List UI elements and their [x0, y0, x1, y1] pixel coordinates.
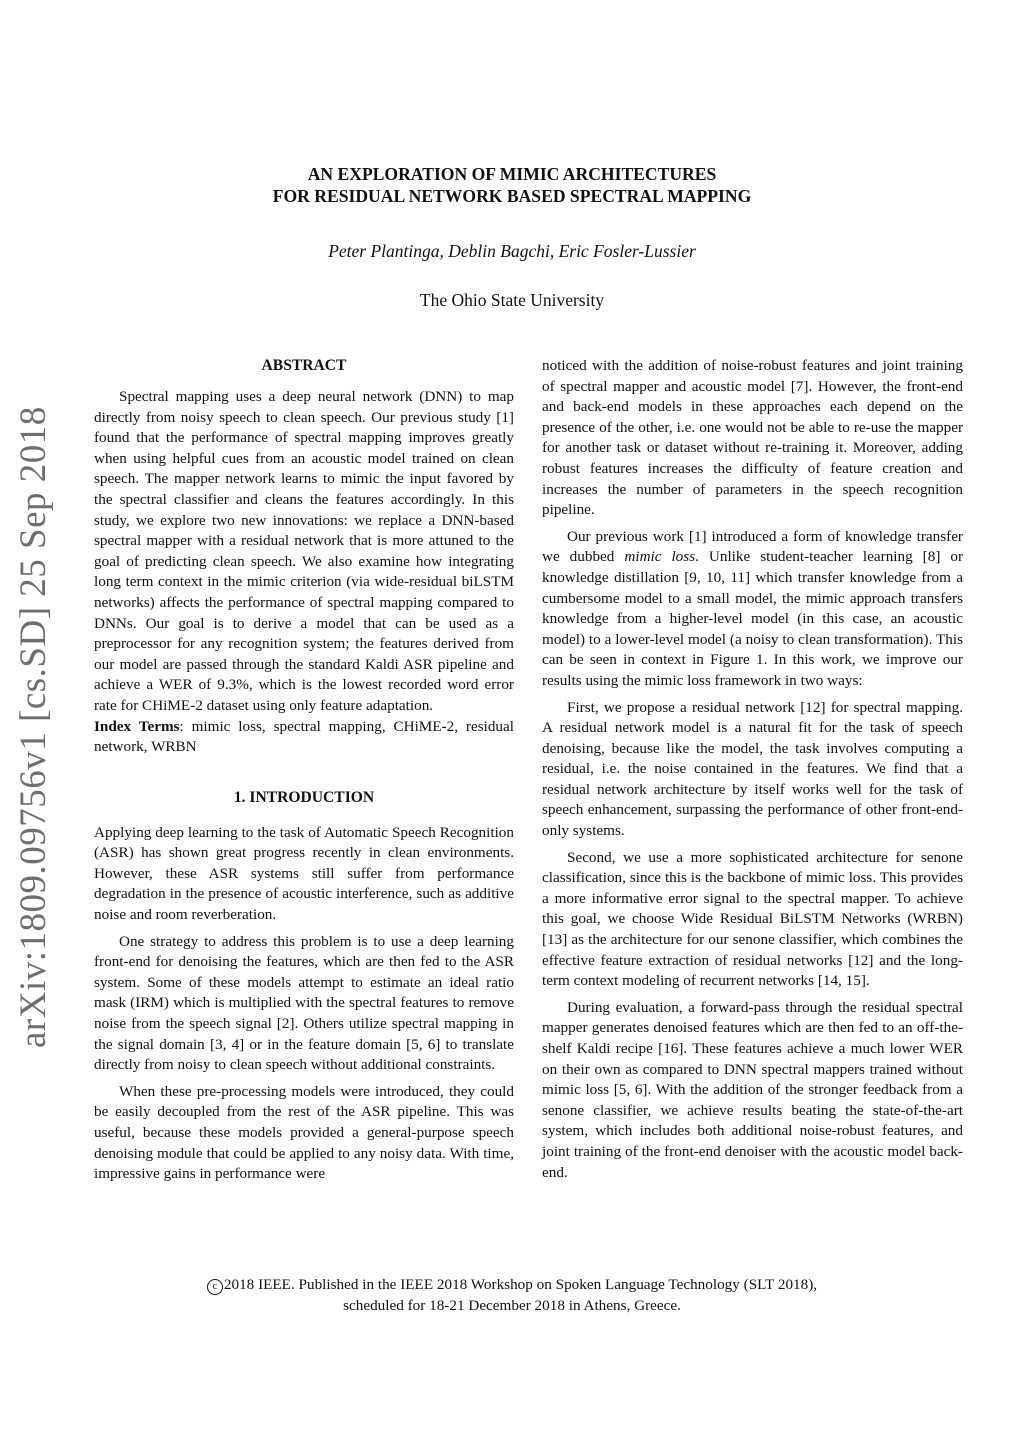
- mimic-text-before: Our previous work [1] introduced a form of knowledge transfer we dubbed: [542, 527, 963, 566]
- footer-line-1-text: 2018 IEEE. Published in the IEEE 2018 Workshop on Spoken Language Technology (SLT 2018),: [223, 1276, 818, 1293]
- intro-paragraph-continued: noticed with the addition of noise-robust features and joint training of spectral mapper and acoustic model [7]. However, the front-end and back-end models in these approaches each depend on the presence of the other, i.e. one would not be able to re-use the mapper for another task or dataset without re-training it. Moreover, adding robust features increases the difficulty of feature creation and increases the number of parameters in the speech recognition pipeline.: [542, 357, 963, 519]
- author-list: Peter Plantinga, Deblin Bagchi, Eric Fosler-Lussier: [328, 241, 696, 261]
- title-line-2: FOR RESIDUAL NETWORK BASED SPECTRAL MAPPING: [272, 186, 752, 206]
- title-line-1: AN EXPLORATION OF MIMIC ARCHITECTURES: [307, 164, 717, 184]
- paper-title: [112, 163, 912, 207]
- footer-line-2: scheduled for 18-21 December 2018 in Athens, Greece.: [343, 1297, 681, 1314]
- intro-paragraph-7: During evaluation, a forward-pass through the residual spectral mapper generates denoised features which are then fed to an off-the-shelf Kaldi recipe [16]. These features achieve a much lower WER on their own as compared to DNN spectral mappers trained without mimic loss [5, 6]. With the addition of the stronger feedback from a senone classifier, we achieve results beating the state-of-the-art system, which includes both additional noise-robust features, and joint training of the front-end denoiser with the acoustic model back-end.: [542, 998, 963, 1181]
- affiliation: The Ohio State University: [419, 290, 605, 310]
- index-terms-list: : mimic loss, spectral mapping, CHiME-2, residual network, WRBN: [94, 717, 514, 756]
- intro-heading: 1. INTRODUCTION: [233, 788, 375, 806]
- mimic-text-after: . Unlike student-teacher learning [8] or knowledge distillation [9, 10, 11] which transfer knowledge from a cumbersome model to a small model, the mimic approach transfers knowledge from a higher-level model (in this case, an acoustic model) to a lower-level model (a noisy to clean transformation). This can be seen in context in Figure 1. In this work, we improve our results using the mimic loss framework in two ways:: [542, 548, 963, 689]
- mimic-loss-term: mimic loss: [624, 548, 696, 566]
- index-terms-label: Index Terms: [94, 717, 180, 735]
- left-column: [94, 356, 514, 1185]
- copyright-icon: c: [207, 1279, 223, 1295]
- intro-paragraph-4: [542, 527, 963, 692]
- index-terms: [94, 717, 514, 758]
- abstract-text: Spectral mapping uses a deep neural network (DNN) to map directly from noisy speech to clean speech. Our previous study [1] found that the performance of spectral mapping improves greatly when using helpful cues from an acoustic model trained on clean speech. The mapper network learns to mimic the input favored by the spectral classifier and cleans the features accordingly. In this study, we explore two new innovations: we replace a DNN-based spectral mapper with a residual network that is more attuned to the goal of predicting clean speech. We also examine how integrating long term context in the mimic criterion (via wide-residual biLSTM networks) affects the performance of spectral mapping compared to DNNs. Our goal is to derive a model that can be used as a preprocessor for any recognition system; the features derived from our model are passed through the standard Kaldi ASR pipeline and achieve a WER of 9.3%, which is the lowest recorded word error rate for CHiME-2 dataset using only feature adaptation.: [94, 388, 514, 714]
- intro-paragraph-1: Applying deep learning to the task of Automatic Speech Recognition (ASR) has shown great progress recently in clean environments. However, these ASR systems still suffer from performance degradation in the presence of acoustic interference, such as additive noise and room reverberation.: [94, 823, 514, 924]
- right-column: [542, 356, 963, 1183]
- arxiv-identifier: arXiv:1809.09756v1 [cs.SD] 25 Sep 2018: [13, 406, 54, 1048]
- copyright-footer: [0, 1274, 1024, 1316]
- abstract-heading: ABSTRACT: [261, 357, 347, 374]
- paper-header: [0, 163, 1024, 311]
- intro-paragraph-2: One strategy to address this problem is to use a deep learning front-end for denoising the features, which are then fed to the ASR system. Some of these models attempt to estimate an ideal ratio mask (IRM) which is multiplied with the spectral features to remove noise from the speech signal [2]. Others utilize spectral mapping in the signal domain [3, 4] or in the feature domain [5, 6] to translate directly from noisy to clean speech without additional constraints.: [94, 932, 514, 1074]
- intro-paragraph-3: When these pre-processing models were introduced, they could be easily decoupled from the rest of the ASR pipeline. This was useful, because these models provided a general-purpose speech denoising module that could be applied to any noisy data. With time, impressive gains in performance were: [94, 1082, 514, 1183]
- footer-line-1: [0, 1274, 1024, 1295]
- intro-paragraph-5: First, we propose a residual network [12] for spectral mapping. A residual network model is a natural fit for the task of speech denoising, because like the model, the task involves computing a residual, i.e. the noise contained in the features. We find that a residual network architecture by itself works well for the task of speech enhancement, surpassing the performance of other front-end-only systems.: [542, 698, 963, 840]
- intro-paragraph-6: Second, we use a more sophisticated architecture for senone classification, since this is the backbone of mimic loss. This provides a more informative error signal to the spectral mapper. To achieve this goal, we choose Wide Residual BiLSTM Networks (WRBN) [13] as the architecture for our senone classifier, which combines the effective feature extraction of residual networks [12] and the long-term context modeling of recurrent networks [14, 15].: [542, 848, 963, 990]
